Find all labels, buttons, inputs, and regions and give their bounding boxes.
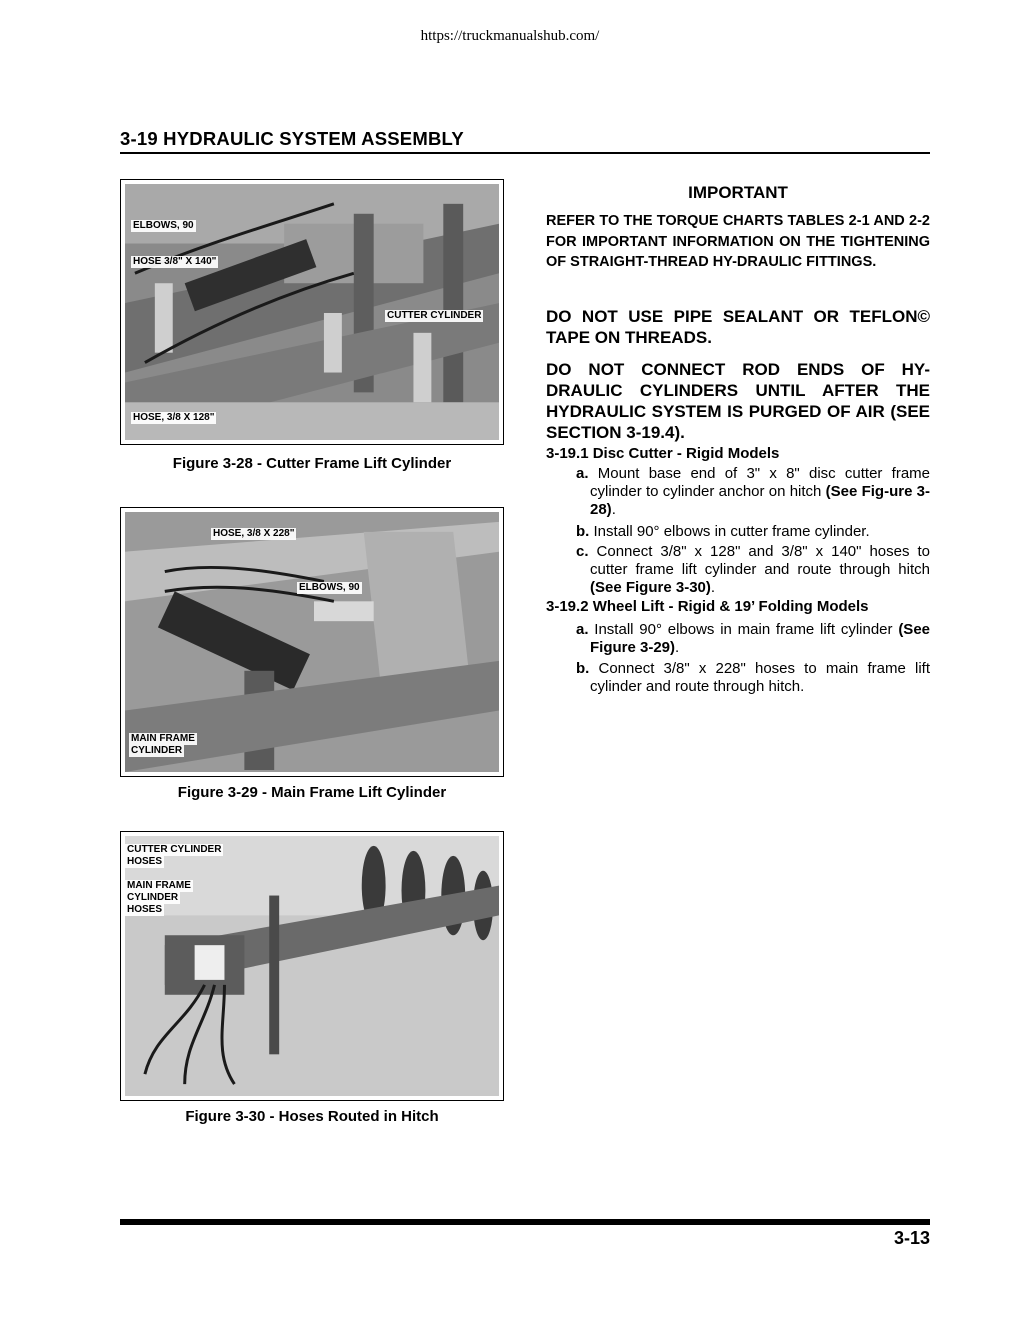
caption-figure-3-29: Figure 3-29 - Main Frame Lift Cylinder [177, 784, 447, 801]
subsection-3-19-1-heading: 3-19.1 Disc Cutter - Rigid Models [546, 445, 780, 462]
step-3-19-1-b [546, 523, 930, 541]
step-label: a. [576, 465, 589, 482]
callout-hose-128: HOSE, 3/8 X 128" [133, 412, 215, 423]
figure-reference[interactable]: (See Fig-ure 3-28) [590, 483, 930, 519]
callout-elbows-90: ELBOWS, 90 [133, 220, 194, 231]
page-number: 3-13 [893, 1228, 930, 1248]
callout-cylinder: CYLINDER [131, 745, 183, 756]
caption-figure-3-30: Figure 3-30 - Hoses Routed in Hitch [185, 1108, 439, 1125]
step-text: Install 90° elbows in main frame lift cylinder [594, 621, 899, 638]
callout-elbows-90-fig29: ELBOWS, 90 [299, 582, 360, 593]
step-text: Connect 3/8" x 128" and 3/8" x 140" hoses to cutter frame lift cylinder and route through hitch [590, 543, 930, 579]
subsection-3-19-2-heading: 3-19.2 Wheel Lift - Rigid & 19’ Folding Models [546, 598, 869, 615]
callout-main-frame: MAIN FRAME [131, 733, 195, 744]
step-label: b. [576, 660, 590, 677]
callout-main-frame-hoses-3: HOSES [127, 904, 163, 915]
callout-cutter-cylinder: CUTTER CYLINDER [387, 310, 482, 321]
step-text-end: . [611, 501, 616, 519]
important-heading: IMPORTANT [688, 183, 788, 202]
callout-cutter-cylinder-hoses-2: HOSES [127, 856, 163, 867]
step-label: a. [576, 621, 589, 638]
step-text: Install 90° elbows in cutter frame cylinder. [593, 523, 870, 540]
important-note: REFER TO THE TORQUE CHARTS TABLES 2-1 AND 2-2 FOR IMPORTANT INFORMATION ON THE TIGHTENING OF STRAIGHT-THREAD HY-DRAULIC FITTINGS. [546, 213, 930, 270]
step-3-19-2-a [546, 621, 930, 657]
figure-3-29 [120, 507, 504, 777]
warning-pipe-sealant: DO NOT USE PIPE SEALANT OR TEFLON© TAPE ON THREADS. [546, 307, 930, 347]
step-text-end: . [710, 579, 716, 597]
step-label: b. [576, 523, 590, 540]
step-3-19-2-b [546, 660, 930, 696]
callout-main-frame-hoses-1: MAIN FRAME [127, 880, 191, 891]
callout-hose-140: HOSE 3/8" X 140" [133, 256, 217, 267]
warning-rod-ends: DO NOT CONNECT ROD ENDS OF HY-DRAULIC CYLINDERS UNTIL AFTER THE HYDRAULIC SYSTEM IS PURGED OF AIR (SEE SECTION 3-19.4). [546, 360, 930, 442]
callout-main-frame-hoses-2: CYLINDER [127, 892, 179, 903]
figure-3-30 [120, 831, 504, 1101]
step-3-19-1-a [546, 465, 930, 520]
source-url[interactable]: https://truckmanualshub.com/ [420, 28, 600, 44]
hitch-hoses-photo [125, 836, 499, 1096]
figure-reference[interactable]: (See Figure 3-30) [590, 579, 711, 597]
step-3-19-1-c [546, 543, 930, 598]
step-text-end: . [675, 639, 680, 657]
title-rule [120, 152, 930, 154]
step-text: Connect 3/8" x 228" hoses to main frame lift cylinder and route through hitch. [590, 660, 930, 696]
callout-cutter-cylinder-hoses-1: CUTTER CYLINDER [127, 844, 222, 855]
footer-rule [120, 1219, 930, 1225]
step-text: Mount base end of 3" x 8" disc cutter frame cylinder to cylinder anchor on hitch [590, 465, 930, 501]
section-title: 3-19 HYDRAULIC SYSTEM ASSEMBLY [120, 128, 464, 149]
caption-figure-3-28: Figure 3-28 - Cutter Frame Lift Cylinder [172, 455, 452, 472]
callout-hose-228: HOSE, 3/8 X 228" [213, 528, 295, 539]
figure-3-28 [120, 179, 504, 445]
step-label: c. [576, 543, 589, 560]
figure-reference[interactable]: (See Figure 3-29) [590, 621, 930, 657]
